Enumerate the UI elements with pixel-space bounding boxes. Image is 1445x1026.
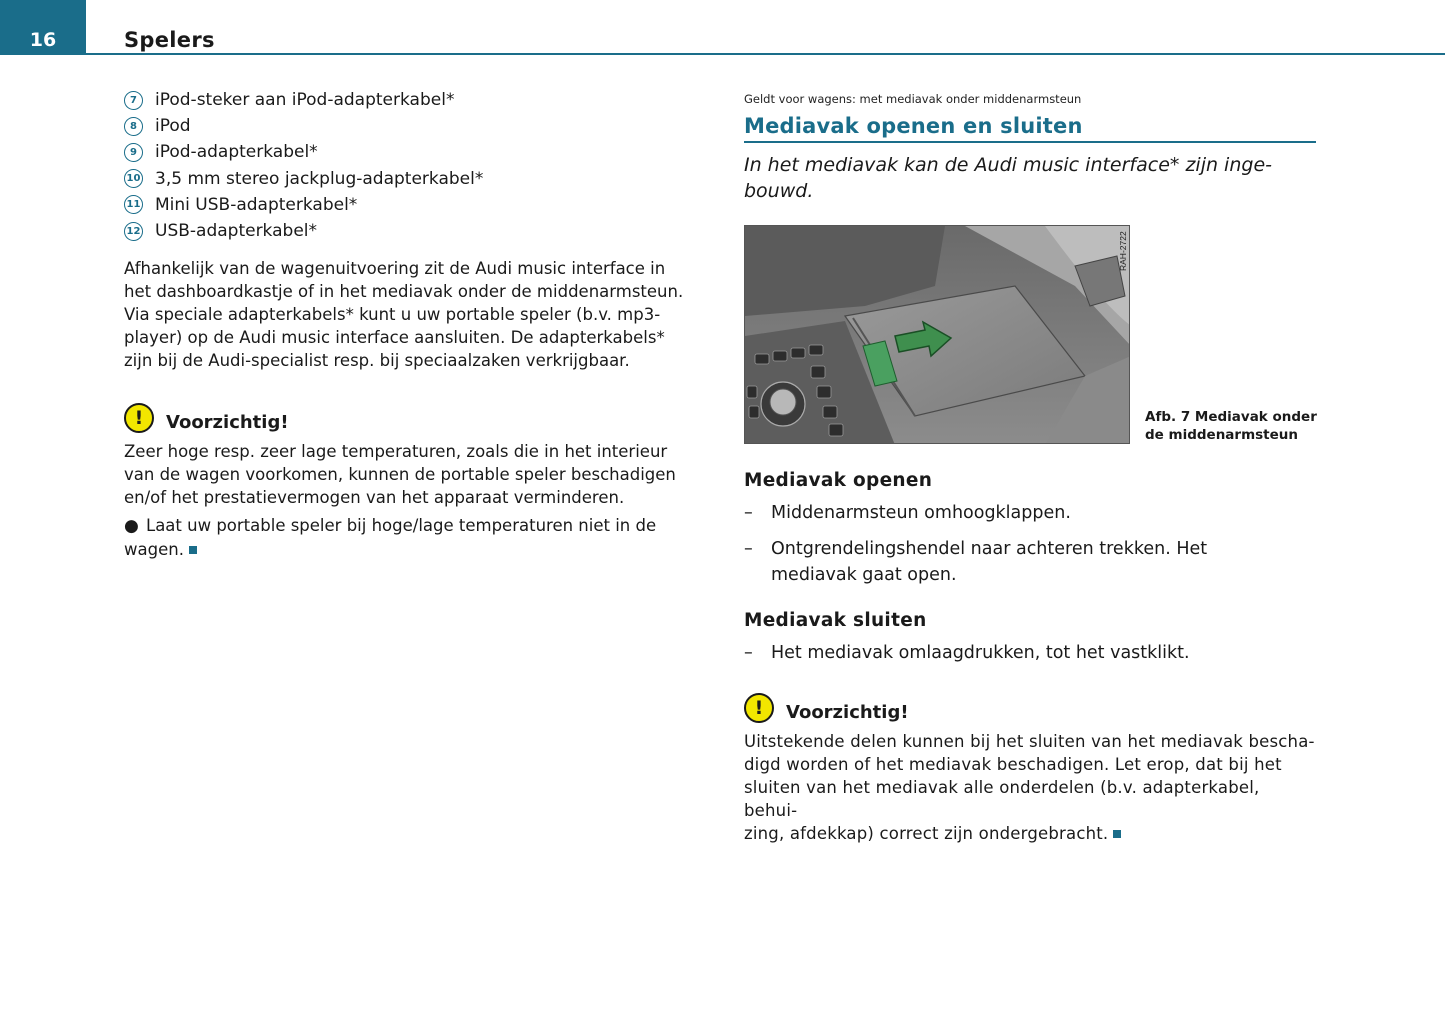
figure-code xyxy=(1117,228,1129,272)
intro-line: bouwd. xyxy=(744,179,814,202)
caution-heading xyxy=(124,403,696,433)
caution-text xyxy=(124,440,696,509)
end-of-section-icon xyxy=(189,546,197,554)
step-item xyxy=(744,536,1316,588)
circled-number: 12 xyxy=(124,222,143,241)
header-rule xyxy=(0,53,1445,55)
step-line: Ontgrendelingshendel naar achteren trekken. Het xyxy=(771,539,1208,559)
caution-line: Zeer hoge resp. zeer lage temperaturen, zoals die in het interieur xyxy=(124,442,668,462)
list-item-text: iPod xyxy=(155,116,191,137)
caution-heading xyxy=(744,693,1316,723)
intro-text xyxy=(744,152,1316,204)
figure-code-text: RAH-2722 xyxy=(1118,231,1128,271)
list-item xyxy=(124,113,696,139)
caution-icon: ! xyxy=(124,403,154,433)
caution-line: en/of het prestatievermogen van het apparaat verminderen. xyxy=(124,488,625,508)
list-item-text: iPod-steker aan iPod-adapterkabel* xyxy=(155,90,455,111)
caution-icon: ! xyxy=(744,693,774,723)
list-item xyxy=(124,139,696,165)
section-title: Mediavak openen en sluiten xyxy=(744,114,1083,138)
step-text xyxy=(771,536,1207,588)
caution-title: Voorzichtig! xyxy=(166,412,289,434)
caution-line: sluiten van het mediavak alle onderdelen (b.v. adapterkabel, behui- xyxy=(744,778,1260,820)
circled-number: 9 xyxy=(124,143,143,162)
list-item xyxy=(124,87,696,113)
step-item xyxy=(744,500,1316,526)
applies-note: Geldt voor wagens: met mediavak onder middenarmsteun xyxy=(744,92,1082,106)
caution-title: Voorzichtig! xyxy=(786,702,909,723)
para-line: Afhankelijk van de wagenuitvoering zit de Audi music interface in xyxy=(124,259,666,279)
console-illustration xyxy=(745,226,1130,444)
caution-bullet xyxy=(124,514,696,561)
intro-line: In het mediavak kan de Audi music interface* zijn inge- xyxy=(744,153,1272,176)
caution-text xyxy=(744,730,1316,845)
dash-icon: – xyxy=(744,643,753,663)
figure-caption xyxy=(1145,408,1325,444)
list-item-text: 3,5 mm stereo jackplug-adapterkabel* xyxy=(155,168,484,189)
section-rule xyxy=(744,141,1316,143)
component-list xyxy=(124,87,696,244)
step-text: Het mediavak omlaagdrukken, tot het vastklikt. xyxy=(771,643,1190,663)
para-line: zijn bij de Audi-specialist resp. bij speciaalzaken verkrijgbaar. xyxy=(124,351,630,371)
circled-number: 10 xyxy=(124,169,143,188)
page-number: 16 xyxy=(29,29,57,51)
left-column xyxy=(124,87,696,561)
end-of-section-icon xyxy=(1113,830,1121,838)
caution-line: digd worden of het mediavak beschadigen. Let erop, dat bij het xyxy=(744,755,1282,774)
step-line: mediavak gaat open. xyxy=(771,565,957,585)
bullet-line: wagen. xyxy=(124,540,184,560)
para-line: player) op de Audi music interface aansluiten. De adapterkabels* xyxy=(124,328,665,348)
list-item xyxy=(124,166,696,192)
sub-heading-close: Mediavak sluiten xyxy=(744,610,927,631)
list-item-text: USB-adapterkabel* xyxy=(155,221,317,242)
dash-icon: – xyxy=(744,539,753,559)
para-line: het dashboardkastje of in het mediavak onder de middenarmsteun. xyxy=(124,282,684,302)
bullet-icon: ● xyxy=(124,516,139,537)
list-item-text: iPod-adapterkabel* xyxy=(155,142,318,163)
caption-line: de middenarmsteun xyxy=(1145,427,1299,443)
circled-number: 8 xyxy=(124,117,143,136)
page-title: Spelers xyxy=(124,28,215,52)
dash-icon: – xyxy=(744,503,753,523)
right-caution xyxy=(744,693,1316,845)
para-line: Via speciale adapterkabels* kunt u uw portable speler (b.v. mp3- xyxy=(124,305,661,325)
circled-number: 7 xyxy=(124,91,143,110)
list-item-text: Mini USB-adapterkabel* xyxy=(155,194,358,215)
circled-number: 11 xyxy=(124,195,143,214)
caution-line: van de wagen voorkomen, kunnen de portable speler beschadigen xyxy=(124,465,676,485)
list-item xyxy=(124,192,696,218)
right-column xyxy=(744,92,1316,204)
step-text: Middenarmsteun omhoogklappen. xyxy=(771,503,1071,523)
caution-line: zing, afdekkap) correct zijn ondergebracht. xyxy=(744,824,1109,843)
list-item xyxy=(124,218,696,244)
section-close xyxy=(744,610,1316,666)
body-paragraph xyxy=(124,257,696,372)
caption-line: Afb. 7 Mediavak onder xyxy=(1145,409,1317,425)
section-open xyxy=(744,470,1316,588)
sub-heading-open: Mediavak openen xyxy=(744,470,933,491)
bullet-line: Laat uw portable speler bij hoge/lage temperaturen niet in de xyxy=(146,516,657,536)
figure-center-console xyxy=(744,225,1130,444)
step-item xyxy=(744,640,1316,666)
caution-line: Uitstekende delen kunnen bij het sluiten van het mediavak bescha- xyxy=(744,732,1315,751)
